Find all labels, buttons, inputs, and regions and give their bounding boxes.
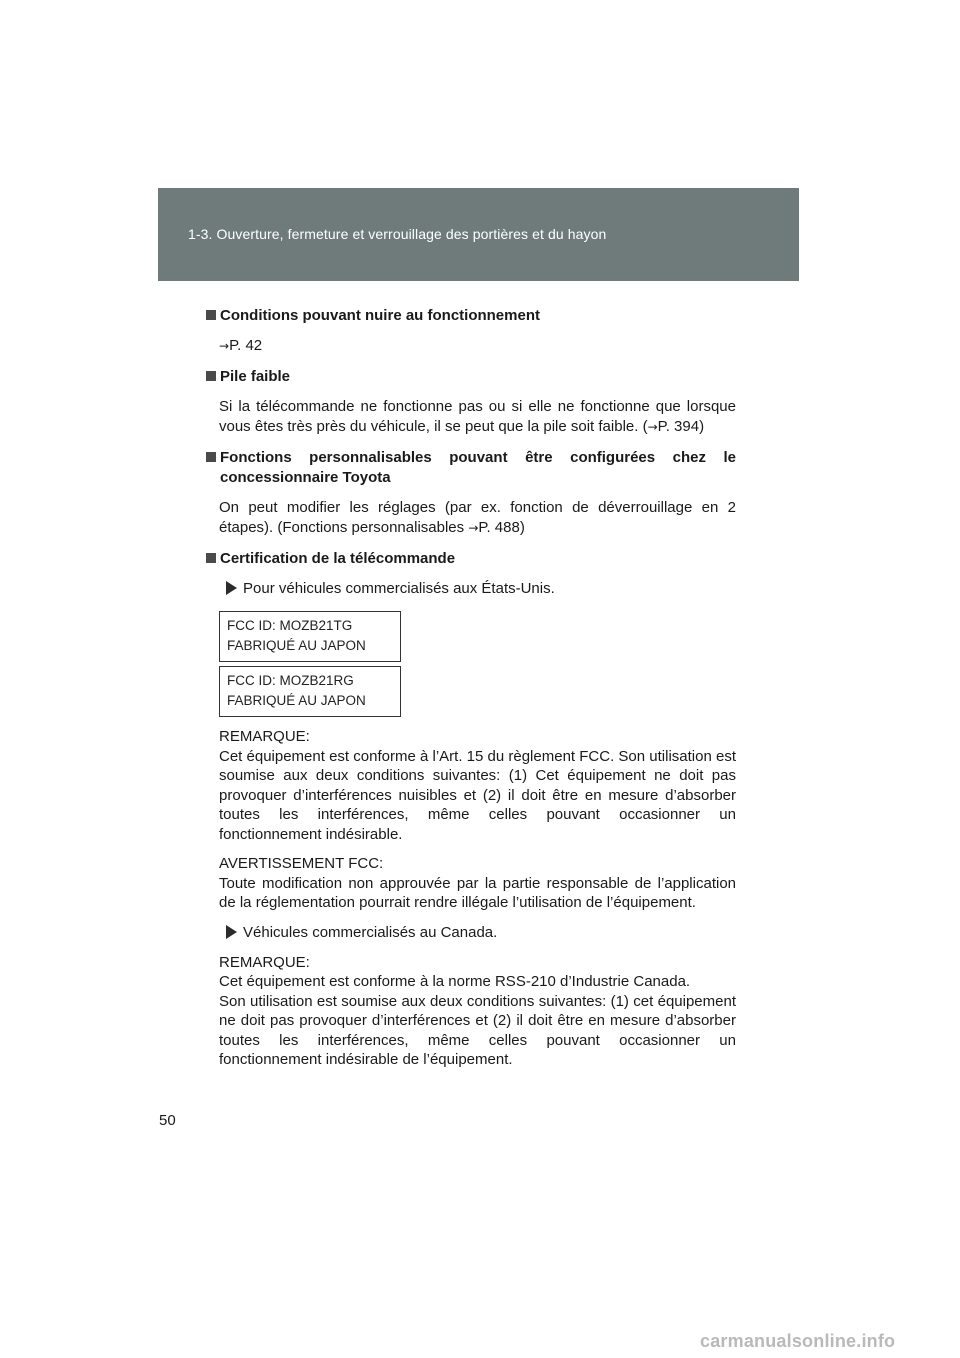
heading-custom [206, 448, 736, 488]
paragraph-battery [206, 397, 736, 437]
heading-battery-text: Pile faible [220, 368, 291, 385]
us-label [206, 579, 736, 599]
watermark: carmanualsonline.info [700, 1331, 896, 1351]
heading-certification [206, 549, 736, 569]
ref-custom-link[interactable]: P. 488 [478, 519, 520, 536]
ref-battery-link[interactable]: P. 394 [657, 418, 700, 435]
fcc-warning-text: Toute modification non approuvée par la partie responsable de l’application de la réglementation pourrait rendre illégale l’utilisation de l’équipement. [219, 874, 736, 911]
ref-conditions-link[interactable]: P. 42 [229, 337, 263, 354]
heading-conditions-text: Conditions pouvant nuire au fonctionnement [220, 307, 540, 324]
paragraph-battery-text: Si la télécommande ne fonctionne pas ou si elle ne fonctionne que lorsque vous êtes très près du véhicule, il se peut que la pile soit faible. ( [219, 398, 736, 435]
arrow-right-icon: → [647, 420, 658, 434]
fcc-id-2: FCC ID: MOZB21RG [227, 673, 354, 688]
fcc-warning [206, 854, 736, 913]
arrow-right-icon: → [219, 339, 230, 353]
page-number: 50 [159, 1112, 176, 1129]
heading-custom-text: Fonctions personnalisables pouvant être configurées chez le concessionnaire Toyota [220, 449, 736, 486]
paragraph-custom [206, 498, 736, 538]
ca-note-label: REMARQUE: [219, 953, 310, 971]
page-content [206, 306, 736, 1070]
fcc-note [206, 727, 736, 844]
fcc-label-box-1 [219, 611, 401, 662]
heading-certification-text: Certification de la télécommande [220, 550, 456, 567]
fcc-made-2: FABRIQUÉ AU JAPON [227, 693, 366, 708]
square-bullet-icon [206, 371, 216, 381]
square-bullet-icon [206, 310, 216, 320]
us-label-text: Pour véhicules commercialisés aux États-Unis. [243, 580, 555, 597]
heading-conditions [206, 306, 736, 326]
section-header [158, 188, 799, 281]
heading-battery [206, 367, 736, 387]
paragraph-battery-close: ) [699, 418, 705, 435]
square-bullet-icon [206, 553, 216, 563]
ca-note-line1: Cet équipement est conforme à la norme RSS-210 d’Industrie Canada. [219, 973, 691, 990]
triangle-right-icon [226, 925, 237, 939]
triangle-right-icon [226, 581, 237, 595]
ref-conditions [206, 336, 736, 356]
ca-note-line2: Son utilisation est soumise aux deux conditions suivantes: (1) cet équipement ne doit pas provoquer d’interférences et (2) il doit être en mesure d’absorber toutes les interférences, même celles pouvant occasionner un fonctionnement indésirable de l’équipement. [219, 992, 736, 1068]
fcc-warning-label: AVERTISSEMENT FCC: [219, 855, 384, 872]
fcc-note-text: Cet équipement est conforme à l’Art. 15 du règlement FCC. Son utilisation est soumise aux deux conditions suivantes: (1) Cet équipement ne doit pas provoquer d’interférences nuisibles et (2) il doit être en mesure d’absorber toutes les interférences, même celles pouvant occasionner un fonctionnement indésirable. [219, 747, 736, 843]
ca-label [206, 923, 736, 943]
section-header-title: 1-3. Ouverture, fermeture et verrouillage des portières et du hayon [188, 226, 607, 242]
arrow-right-icon: → [468, 521, 479, 535]
fcc-note-label: REMARQUE: [219, 728, 310, 745]
square-bullet-icon [206, 452, 216, 462]
paragraph-custom-close: ) [519, 519, 525, 536]
fcc-made-1: FABRIQUÉ AU JAPON [227, 638, 366, 653]
ca-label-text: Véhicules commercialisés au Canada. [243, 923, 498, 941]
fcc-label-box-2 [219, 666, 401, 717]
paragraph-custom-text: On peut modifier les réglages (par ex. fonction de déverrouillage en 2 étapes). (Fonctions personnalisables [219, 499, 736, 536]
ca-note [206, 953, 736, 1070]
fcc-id-1: FCC ID: MOZB21TG [227, 618, 353, 633]
